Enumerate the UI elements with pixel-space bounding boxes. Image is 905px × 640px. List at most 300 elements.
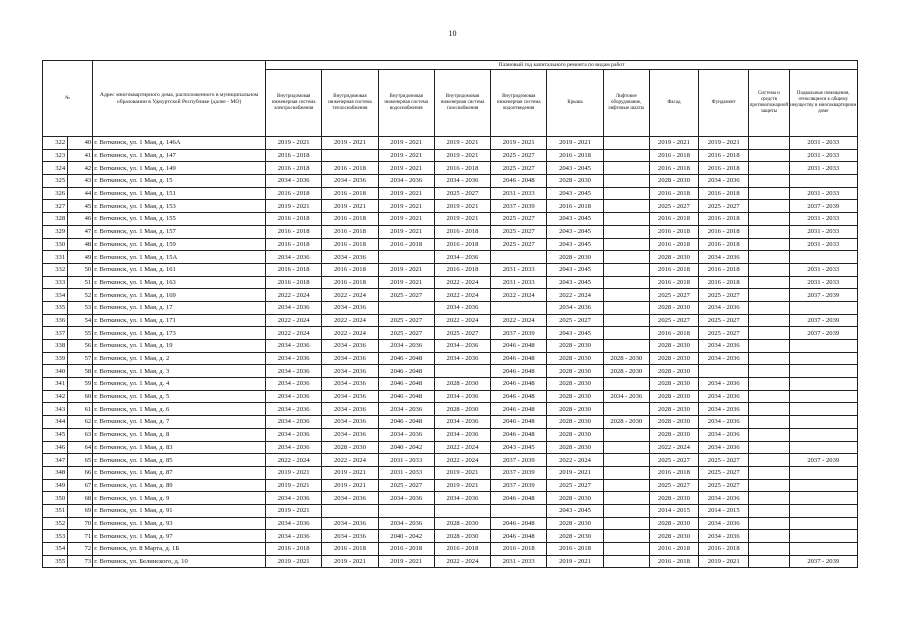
row-address: г. Воткинск, ул. 1 Мая, д. 8 <box>93 428 266 441</box>
row-cell <box>749 162 789 175</box>
row-cell: 2028 - 2030 <box>603 416 649 429</box>
row-cell: 2034 - 2036 <box>322 251 378 264</box>
table-body <box>43 137 858 568</box>
row-cell <box>603 263 649 276</box>
row-address: г. Воткинск, ул. 1 Мая, д. 2 <box>93 352 266 365</box>
row-cell: 2019 - 2021 <box>649 137 698 150</box>
row-cell: 2025 - 2027 <box>699 200 749 213</box>
table-row <box>43 555 858 568</box>
row-cell: 2028 - 2030 <box>649 517 698 530</box>
row-cell <box>749 416 789 429</box>
row-cell <box>491 251 547 264</box>
row-cell: 2046 - 2048 <box>491 428 547 441</box>
row-cell: 2046 - 2048 <box>491 390 547 403</box>
row-cell <box>749 428 789 441</box>
row-local-index: 69 <box>68 504 93 517</box>
row-cell <box>603 492 649 505</box>
row-cell: 2016 - 2018 <box>434 162 490 175</box>
row-cell: 2019 - 2021 <box>322 555 378 568</box>
row-cell: 2028 - 2030 <box>547 251 603 264</box>
row-cell: 2025 - 2027 <box>699 454 749 467</box>
row-cell: 2019 - 2021 <box>547 555 603 568</box>
row-cell: 2016 - 2018 <box>322 213 378 226</box>
row-cell: 2034 - 2036 <box>699 251 749 264</box>
row-address: г. Воткинск, ул. 1 Мая, д. 93 <box>93 517 266 530</box>
row-index: 351 <box>43 504 68 517</box>
row-cell: 2034 - 2036 <box>547 301 603 314</box>
row-cell: 2034 - 2036 <box>699 352 749 365</box>
row-cell: 2019 - 2021 <box>322 200 378 213</box>
row-cell <box>749 200 789 213</box>
row-cell: 2019 - 2021 <box>266 479 322 492</box>
row-cell: 2046 - 2048 <box>491 340 547 353</box>
row-index: 322 <box>43 137 68 150</box>
row-cell: 2031 - 2033 <box>789 213 857 226</box>
row-cell: 2034 - 2036 <box>322 492 378 505</box>
row-cell: 2034 - 2036 <box>434 175 490 188</box>
table-row <box>43 149 858 162</box>
row-cell: 2028 - 2030 <box>649 340 698 353</box>
row-cell: 2016 - 2018 <box>699 149 749 162</box>
row-cell: 2034 - 2036 <box>699 340 749 353</box>
row-local-index: 52 <box>68 289 93 302</box>
row-cell: 2016 - 2018 <box>699 162 749 175</box>
row-cell <box>603 504 649 517</box>
row-index: 335 <box>43 301 68 314</box>
row-cell: 2025 - 2027 <box>699 289 749 302</box>
row-cell: 2028 - 2030 <box>547 378 603 391</box>
row-cell <box>603 149 649 162</box>
table-row <box>43 416 858 429</box>
row-cell <box>749 289 789 302</box>
row-cell <box>603 403 649 416</box>
row-local-index: 40 <box>68 137 93 150</box>
row-cell: 2034 - 2036 <box>266 378 322 391</box>
capital-repair-table <box>42 60 858 568</box>
row-cell: 2037 - 2039 <box>491 466 547 479</box>
row-cell <box>789 416 857 429</box>
row-cell <box>789 504 857 517</box>
row-cell: 2028 - 2030 <box>547 403 603 416</box>
row-address: г. Воткинск, ул. 1 Мая, д. 155 <box>93 213 266 226</box>
table-row <box>43 479 858 492</box>
row-address: г. Воткинск, ул. 1 Мая, д. 6 <box>93 403 266 416</box>
row-cell: 2034 - 2036 <box>322 403 378 416</box>
row-local-index: 46 <box>68 213 93 226</box>
row-cell: 2028 - 2030 <box>547 365 603 378</box>
row-cell: 2034 - 2036 <box>699 390 749 403</box>
row-cell: 2034 - 2036 <box>699 301 749 314</box>
row-cell: 2019 - 2021 <box>266 200 322 213</box>
row-index: 343 <box>43 403 68 416</box>
row-cell <box>749 441 789 454</box>
row-cell: 2028 - 2030 <box>603 352 649 365</box>
row-cell: 2028 - 2030 <box>547 416 603 429</box>
row-cell <box>789 340 857 353</box>
row-cell: 2019 - 2021 <box>322 466 378 479</box>
row-cell <box>789 365 857 378</box>
row-cell <box>789 390 857 403</box>
column-header: Внутридомовая инженерная система водоснабжения <box>378 70 434 137</box>
row-address: г. Воткинск, ул. 1 Мая, д. 97 <box>93 530 266 543</box>
row-cell: 2022 - 2024 <box>322 289 378 302</box>
row-local-index: 61 <box>68 403 93 416</box>
row-cell: 2016 - 2018 <box>649 238 698 251</box>
row-cell <box>749 327 789 340</box>
row-cell: 2016 - 2018 <box>649 149 698 162</box>
row-address: г. Воткинск, ул. 8 Марта, д. 1Б <box>93 543 266 556</box>
row-cell: 2019 - 2021 <box>547 137 603 150</box>
row-cell: 2046 - 2048 <box>491 403 547 416</box>
row-cell <box>789 441 857 454</box>
row-cell <box>603 162 649 175</box>
row-cell: 2046 - 2048 <box>491 517 547 530</box>
row-cell <box>749 225 789 238</box>
row-cell: 2037 - 2039 <box>789 454 857 467</box>
row-cell <box>603 137 649 150</box>
row-cell: 2028 - 2030 <box>547 340 603 353</box>
row-index: 327 <box>43 200 68 213</box>
row-cell: 2034 - 2036 <box>266 428 322 441</box>
row-local-index: 58 <box>68 365 93 378</box>
row-cell: 2019 - 2021 <box>434 466 490 479</box>
row-cell: 2028 - 2030 <box>547 352 603 365</box>
page-number: 10 <box>448 29 457 38</box>
row-address: г. Воткинск, ул. 1 Мая, д. 159 <box>93 238 266 251</box>
row-cell: 2034 - 2036 <box>266 416 322 429</box>
row-cell: 2019 - 2021 <box>434 200 490 213</box>
row-cell <box>749 314 789 327</box>
row-cell: 2016 - 2018 <box>547 543 603 556</box>
row-cell <box>749 137 789 150</box>
header-no: № <box>43 61 93 137</box>
row-cell: 2034 - 2036 <box>378 403 434 416</box>
column-header: Фундамент <box>699 70 749 137</box>
row-cell: 2034 - 2036 <box>266 251 322 264</box>
row-cell: 2031 - 2033 <box>789 187 857 200</box>
row-cell: 2034 - 2036 <box>699 175 749 188</box>
row-cell: 2034 - 2036 <box>266 175 322 188</box>
row-cell: 2016 - 2018 <box>699 276 749 289</box>
row-cell: 2034 - 2036 <box>603 390 649 403</box>
row-cell: 2031 - 2033 <box>378 454 434 467</box>
row-index: 330 <box>43 238 68 251</box>
row-cell: 2034 - 2036 <box>322 517 378 530</box>
row-index: 337 <box>43 327 68 340</box>
row-index: 353 <box>43 530 68 543</box>
row-cell: 2025 - 2027 <box>378 314 434 327</box>
row-cell: 2022 - 2024 <box>322 327 378 340</box>
table-row <box>43 238 858 251</box>
row-cell: 2034 - 2036 <box>378 517 434 530</box>
row-cell: 2028 - 2030 <box>547 441 603 454</box>
row-address: г. Воткинск, ул. 1 Мая, д. 4 <box>93 378 266 391</box>
table-row <box>43 390 858 403</box>
row-cell <box>749 454 789 467</box>
row-cell: 2025 - 2027 <box>491 213 547 226</box>
row-local-index: 56 <box>68 340 93 353</box>
row-cell: 2019 - 2021 <box>378 263 434 276</box>
row-cell: 2019 - 2021 <box>378 555 434 568</box>
row-address: г. Воткинск, ул. 1 Мая, д. 147 <box>93 149 266 162</box>
row-index: 325 <box>43 175 68 188</box>
row-cell: 2016 - 2018 <box>266 543 322 556</box>
row-cell: 2037 - 2039 <box>789 200 857 213</box>
row-cell: 2028 - 2030 <box>649 175 698 188</box>
row-cell: 2034 - 2036 <box>322 175 378 188</box>
row-cell: 2016 - 2018 <box>378 543 434 556</box>
row-cell: 2034 - 2036 <box>699 416 749 429</box>
row-cell: 2022 - 2024 <box>547 454 603 467</box>
table-row <box>43 213 858 226</box>
row-cell: 2034 - 2036 <box>322 365 378 378</box>
row-index: 340 <box>43 365 68 378</box>
table-row <box>43 441 858 454</box>
row-cell: 2014 - 2015 <box>699 504 749 517</box>
row-local-index: 51 <box>68 276 93 289</box>
table-row <box>43 530 858 543</box>
row-index: 333 <box>43 276 68 289</box>
row-cell <box>749 301 789 314</box>
row-local-index: 57 <box>68 352 93 365</box>
row-cell <box>603 428 649 441</box>
row-cell: 2022 - 2024 <box>266 327 322 340</box>
row-address: г. Воткинск, ул. 1 Мая, д. 171 <box>93 314 266 327</box>
row-index: 328 <box>43 213 68 226</box>
row-cell: 2019 - 2021 <box>378 162 434 175</box>
row-cell: 2043 - 2045 <box>547 263 603 276</box>
row-cell: 2028 - 2030 <box>547 175 603 188</box>
row-cell: 2034 - 2036 <box>378 492 434 505</box>
row-cell <box>789 492 857 505</box>
row-cell: 2046 - 2048 <box>491 175 547 188</box>
row-cell: 2034 - 2036 <box>322 390 378 403</box>
row-local-index: 43 <box>68 175 93 188</box>
table-row <box>43 517 858 530</box>
row-cell <box>603 276 649 289</box>
row-local-index: 44 <box>68 187 93 200</box>
row-cell <box>603 555 649 568</box>
row-cell <box>434 365 490 378</box>
row-cell <box>749 492 789 505</box>
row-cell: 2046 - 2048 <box>378 378 434 391</box>
row-cell <box>749 149 789 162</box>
row-address: г. Воткинск, ул. 1 Мая, д. 7 <box>93 416 266 429</box>
table-row <box>43 543 858 556</box>
row-cell <box>789 428 857 441</box>
row-cell <box>789 543 857 556</box>
row-cell: 2022 - 2024 <box>434 289 490 302</box>
column-header: Крыша <box>547 70 603 137</box>
row-cell: 2034 - 2036 <box>434 340 490 353</box>
row-cell: 2022 - 2024 <box>491 314 547 327</box>
row-cell: 2025 - 2027 <box>378 289 434 302</box>
row-cell: 2025 - 2027 <box>491 238 547 251</box>
row-address: г. Воткинск, ул. 1 Мая, д. 19 <box>93 340 266 353</box>
row-index: 347 <box>43 454 68 467</box>
row-cell: 2025 - 2027 <box>649 289 698 302</box>
row-cell <box>603 238 649 251</box>
row-cell: 2016 - 2018 <box>547 200 603 213</box>
row-cell: 2043 - 2045 <box>547 213 603 226</box>
row-cell: 2034 - 2036 <box>434 352 490 365</box>
row-cell: 2034 - 2036 <box>322 378 378 391</box>
row-cell: 2031 - 2033 <box>789 263 857 276</box>
row-cell <box>789 479 857 492</box>
table-row <box>43 428 858 441</box>
row-cell: 2034 - 2036 <box>434 390 490 403</box>
row-cell: 2028 - 2030 <box>547 492 603 505</box>
row-cell: 2016 - 2018 <box>322 238 378 251</box>
row-cell: 2025 - 2027 <box>491 162 547 175</box>
row-address: г. Воткинск, ул. 1 Мая, д. 146А <box>93 137 266 150</box>
row-cell: 2034 - 2036 <box>434 251 490 264</box>
row-cell: 2025 - 2027 <box>434 327 490 340</box>
row-cell: 2034 - 2036 <box>699 378 749 391</box>
row-cell <box>603 175 649 188</box>
table-row <box>43 225 858 238</box>
row-index: 326 <box>43 187 68 200</box>
row-cell: 2019 - 2021 <box>322 479 378 492</box>
row-cell: 2034 - 2036 <box>699 492 749 505</box>
column-header: Система и средств противопожарной защиты <box>749 70 789 137</box>
row-cell: 2037 - 2039 <box>491 327 547 340</box>
row-cell: 2016 - 2018 <box>322 225 378 238</box>
row-cell: 2031 - 2033 <box>491 555 547 568</box>
row-address: г. Воткинск, ул. Белинского, д. 10 <box>93 555 266 568</box>
table-row <box>43 466 858 479</box>
row-cell <box>749 543 789 556</box>
row-cell: 2028 - 2030 <box>322 441 378 454</box>
row-local-index: 45 <box>68 200 93 213</box>
row-cell <box>789 378 857 391</box>
row-cell <box>749 187 789 200</box>
row-cell: 2028 - 2030 <box>649 378 698 391</box>
row-cell: 2034 - 2036 <box>434 492 490 505</box>
row-local-index: 71 <box>68 530 93 543</box>
row-cell: 2046 - 2048 <box>491 492 547 505</box>
row-cell <box>378 301 434 314</box>
row-cell: 2034 - 2036 <box>322 340 378 353</box>
row-cell: 2016 - 2018 <box>491 543 547 556</box>
row-cell: 2016 - 2018 <box>266 225 322 238</box>
row-cell: 2022 - 2024 <box>434 314 490 327</box>
row-cell: 2034 - 2036 <box>699 403 749 416</box>
row-cell <box>749 555 789 568</box>
table-row <box>43 492 858 505</box>
row-cell: 2025 - 2027 <box>699 466 749 479</box>
row-index: 329 <box>43 225 68 238</box>
row-cell <box>749 517 789 530</box>
row-cell: 2025 - 2027 <box>649 479 698 492</box>
row-cell <box>749 378 789 391</box>
row-address: г. Воткинск, ул. 1 Мая, д. 87 <box>93 466 266 479</box>
row-cell: 2016 - 2018 <box>266 187 322 200</box>
row-address: г. Воткинск, ул. 1 Мая, д. 5 <box>93 390 266 403</box>
row-cell: 2016 - 2018 <box>266 238 322 251</box>
row-cell <box>603 454 649 467</box>
row-cell <box>749 390 789 403</box>
row-cell <box>789 301 857 314</box>
row-cell: 2037 - 2039 <box>789 327 857 340</box>
row-cell: 2016 - 2018 <box>649 276 698 289</box>
row-cell: 2034 - 2036 <box>266 301 322 314</box>
row-index: 349 <box>43 479 68 492</box>
row-cell <box>749 403 789 416</box>
row-cell <box>603 517 649 530</box>
row-cell: 2028 - 2030 <box>649 416 698 429</box>
row-address: г. Воткинск, ул. 1 Мая, д. 173 <box>93 327 266 340</box>
table-row <box>43 276 858 289</box>
row-cell: 2043 - 2045 <box>547 162 603 175</box>
row-cell <box>434 504 490 517</box>
row-index: 346 <box>43 441 68 454</box>
row-cell: 2016 - 2018 <box>699 213 749 226</box>
row-cell: 2019 - 2021 <box>699 555 749 568</box>
table-row <box>43 187 858 200</box>
row-index: 350 <box>43 492 68 505</box>
row-cell: 2028 - 2030 <box>603 365 649 378</box>
row-cell: 2028 - 2030 <box>649 403 698 416</box>
row-cell <box>749 213 789 226</box>
row-cell: 2034 - 2036 <box>378 428 434 441</box>
row-address: г. Воткинск, ул. 1 Мая, д. 3 <box>93 365 266 378</box>
column-header: Лифтовое оборудование, лифтовые шахты <box>603 70 649 137</box>
row-index: 348 <box>43 466 68 479</box>
row-cell: 2019 - 2021 <box>434 479 490 492</box>
row-cell: 2031 - 2033 <box>378 466 434 479</box>
row-cell: 2019 - 2021 <box>491 137 547 150</box>
row-address: г. Воткинск, ул. 1 Мая, д. 83 <box>93 441 266 454</box>
row-cell: 2025 - 2027 <box>699 314 749 327</box>
row-local-index: 41 <box>68 149 93 162</box>
row-cell: 2031 - 2033 <box>789 276 857 289</box>
row-local-index: 65 <box>68 454 93 467</box>
row-cell <box>603 378 649 391</box>
row-address: г. Воткинск, ул. 1 Мая, д. 163 <box>93 276 266 289</box>
row-cell: 2037 - 2039 <box>789 289 857 302</box>
row-local-index: 59 <box>68 378 93 391</box>
row-cell <box>749 175 789 188</box>
row-cell: 2034 - 2036 <box>266 492 322 505</box>
row-address: г. Воткинск, ул. 1 Мая, д. 9 <box>93 492 266 505</box>
row-cell: 2016 - 2018 <box>649 187 698 200</box>
row-local-index: 64 <box>68 441 93 454</box>
row-cell: 2016 - 2018 <box>649 327 698 340</box>
row-cell: 2031 - 2033 <box>491 263 547 276</box>
row-cell: 2025 - 2027 <box>378 479 434 492</box>
row-cell: 2025 - 2027 <box>547 479 603 492</box>
table-row <box>43 352 858 365</box>
row-cell: 2016 - 2018 <box>649 162 698 175</box>
column-header: Внутридомовая инженерная система теплоснабжения <box>322 70 378 137</box>
row-cell: 2034 - 2036 <box>699 517 749 530</box>
row-cell: 2019 - 2021 <box>434 137 490 150</box>
row-cell: 2016 - 2018 <box>649 555 698 568</box>
row-cell <box>603 340 649 353</box>
row-cell: 2022 - 2024 <box>547 289 603 302</box>
row-cell: 2025 - 2027 <box>699 327 749 340</box>
row-cell: 2019 - 2021 <box>378 276 434 289</box>
table-row <box>43 251 858 264</box>
row-local-index: 68 <box>68 492 93 505</box>
table-row <box>43 314 858 327</box>
row-cell: 2034 - 2036 <box>322 416 378 429</box>
row-index: 336 <box>43 314 68 327</box>
row-cell: 2028 - 2030 <box>649 530 698 543</box>
row-local-index: 70 <box>68 517 93 530</box>
row-cell <box>749 340 789 353</box>
